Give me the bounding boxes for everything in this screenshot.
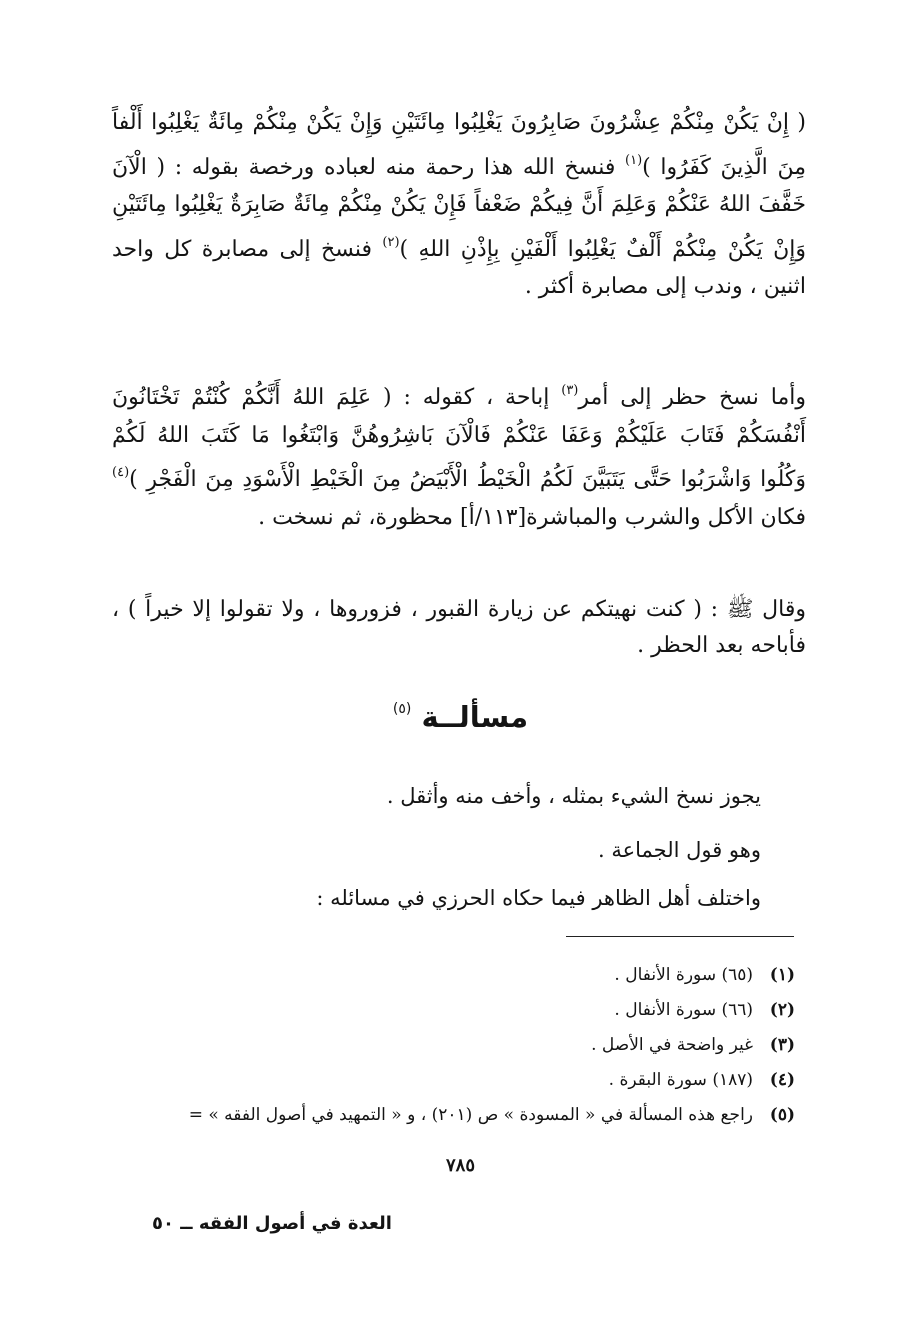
footnote-number: (٢) <box>769 1000 795 1020</box>
footnotes <box>189 958 795 1133</box>
footnote-number: (٥) <box>769 1105 795 1125</box>
footnote-number: (٤) <box>769 1070 795 1090</box>
section-heading <box>0 700 921 734</box>
paragraph-text: فكان الأكل والشرب والمباشرة[١١٣/أ] محظورة، ثم نسخت . <box>258 504 806 530</box>
footnote-ref-1: (١) <box>625 152 643 168</box>
body-line: يجوز نسخ الشيء بمثله ، وأخف منه وأثقل . <box>386 784 761 808</box>
footnote-item <box>189 993 795 1028</box>
quran-verse-text: ( إِنْ يَكُنْ مِنْكُمْ عِشْرُونَ صَابِرُونَ يَغْلِبُوا مِائَتَيْنِ وَإِنْ يَكُنْ مِنْكُمْ مِائَةٌ يَغْلِبُوا أَلْفاً مِنَ الَّذِينَ كَفَرُوا ) <box>112 110 806 180</box>
paragraph-hadith <box>112 592 806 664</box>
footnote-separator <box>566 936 794 937</box>
page-number: ٧٨٥ <box>445 1155 475 1176</box>
footnote-ref-3: (٣) <box>561 383 579 398</box>
footnote-text: غير واضحة في الأصل . <box>591 1035 753 1055</box>
heading-title: مسألــة <box>421 700 529 734</box>
book-signature-footer: العدة في أصول الفقه ــ ٥٠ <box>152 1213 392 1234</box>
paragraph-abrogation-verses <box>112 104 806 306</box>
footnote-item <box>189 958 795 993</box>
paragraph-text: وأما نسخ حظر إلى أمر <box>578 385 806 410</box>
footnote-item <box>189 1028 795 1063</box>
footnote-text: (٦٥) سورة الأنفال . <box>614 965 753 985</box>
paragraph-text: فنسخ إلى مصابرة كل واحد اثنين ، وندب إلى مصابرة أكثر . <box>112 236 806 299</box>
footnote-number: (١) <box>769 965 795 985</box>
footnote-ref-2: (٢) <box>382 234 400 250</box>
footnote-ref-5: (٥) <box>392 701 412 717</box>
footnote-text: راجع هذه المسألة في « المسودة » ص (٢٠١) ، و « التمهيد في أصول الفقه » = <box>188 1105 753 1125</box>
footnote-ref-4: (٤) <box>112 465 130 480</box>
footnote-item <box>189 1063 795 1098</box>
footnote-text: (١٨٧) سورة البقرة . <box>608 1070 753 1090</box>
footnote-number: (٣) <box>769 1035 795 1055</box>
paragraph-text: وقال ﷺ : ( كنت نهيتكم عن زيارة القبور ، فزوروها ، ولا تقولوا إلا خيراً ) ، فأباحه بعد الحظر . <box>112 597 806 658</box>
paragraph-text: فنسخ الله هذا رحمة منه لعباده ورخصة بقوله : ( الْآنَ خَفَّفَ اللهُ عَنْكُمْ وَعَلِمَ أَنَّ فِيكُمْ ضَعْفاً فَإِنْ يَكُنْ مِنْكُمْ مِائَةٌ صَابِرَةٌ يَغْلِبُوا مِائَتَيْنِ وَإِنْ يَكُنْ مِنْكُمْ أَلْفٌ يَغْلِبُوا أَلْفَيْنِ بِإِذْنِ اللهِ ) <box>112 154 806 262</box>
footnote-text: (٦٦) سورة الأنفال . <box>614 1000 753 1020</box>
footnote-item <box>189 1098 795 1133</box>
body-line: وهو قول الجماعة . <box>597 838 761 862</box>
quran-verse-text: إباحة ، كقوله : ( عَلِمَ اللهُ أَنَّكُمْ كُنْتُمْ تَخْتَانُونَ أَنْفُسَكُمْ فَتَابَ عَلَيْكُمْ وَعَفَا عَنْكُمْ فَالْآنَ بَاشِرُوهُنَّ وَابْتَغُوا مَا كَتَبَ اللهُ لَكُمْ وَكُلُوا وَاشْرَبُوا حَتَّى يَتَبَيَّنَ لَكُمُ الْخَيْطُ الْأَبْيَضُ مِنَ الْخَيْطِ الْأَسْوَدِ مِنَ الْفَجْرِ ) <box>112 385 806 492</box>
paragraph-prohibition-to-permission <box>112 372 806 536</box>
body-line: واختلف أهل الظاهر فيما حكاه الحرزي في مسائله : <box>316 886 761 910</box>
